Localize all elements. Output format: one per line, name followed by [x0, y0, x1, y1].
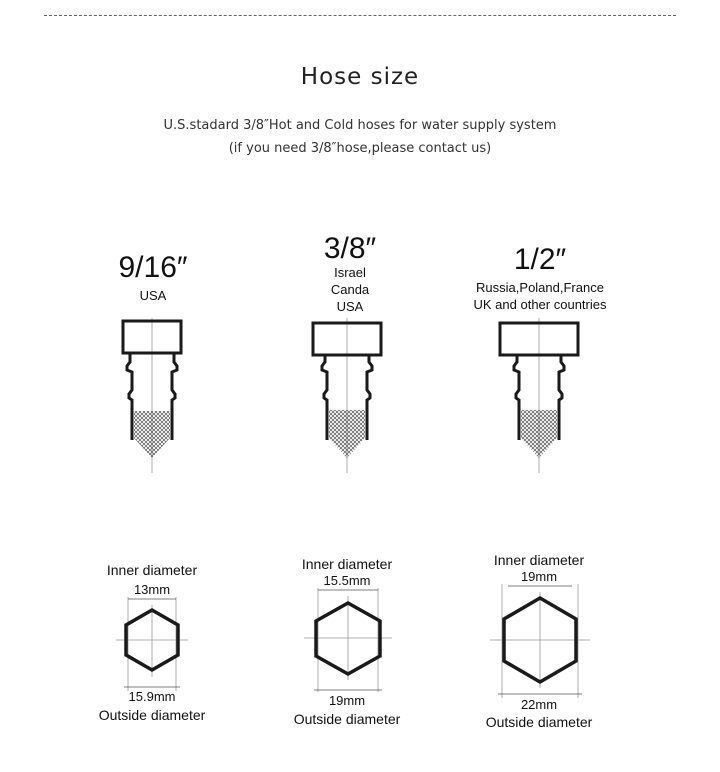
- inner-diameter-value: 19mm: [520, 569, 558, 584]
- subtitle-line-1: U.S.stadard 3/8″Hot and Cold hoses for water supply system: [163, 118, 557, 133]
- fitting-side-view-3-8: [307, 318, 387, 478]
- inner-diameter-value: 13mm: [133, 582, 171, 597]
- country-label: USA: [139, 288, 167, 303]
- subtitle-line-2: (if you need 3/8″hose,please contact us): [228, 141, 492, 156]
- country-label: Russia,Poland,France: [476, 280, 604, 295]
- outside-diameter-value: 22mm: [520, 697, 558, 712]
- country-label: Israel: [334, 265, 366, 280]
- outside-diameter-label: Outside diameter: [98, 707, 206, 723]
- outside-diameter-value: 15.9mm: [128, 689, 176, 704]
- hex-diagram-1-2: [486, 582, 594, 700]
- country-label: UK and other countries: [473, 297, 607, 312]
- country-label: USA: [336, 299, 364, 314]
- size-label-9-16: 9/16″: [118, 251, 188, 284]
- hex-diagram-3-8: [298, 586, 398, 694]
- dashed-divider: [44, 15, 676, 16]
- inner-diameter-label: Inner diameter: [301, 556, 393, 572]
- inner-diameter-value: 15.5mm: [323, 573, 371, 588]
- fitting-side-view-9-16: [118, 318, 188, 478]
- page-title: Hose size: [300, 64, 420, 90]
- inner-diameter-label: Inner diameter: [106, 562, 198, 578]
- size-label-1-2: 1/2″: [513, 243, 567, 276]
- size-label-3-8: 3/8″: [323, 232, 377, 265]
- fitting-side-view-1-2: [495, 318, 585, 478]
- outside-diameter-label: Outside diameter: [293, 711, 401, 727]
- outside-diameter-label: Outside diameter: [485, 714, 593, 730]
- inner-diameter-label: Inner diameter: [493, 552, 585, 568]
- outside-diameter-value: 19mm: [328, 693, 366, 708]
- hex-diagram-9-16: [110, 595, 194, 693]
- country-label: Canda: [330, 282, 370, 297]
